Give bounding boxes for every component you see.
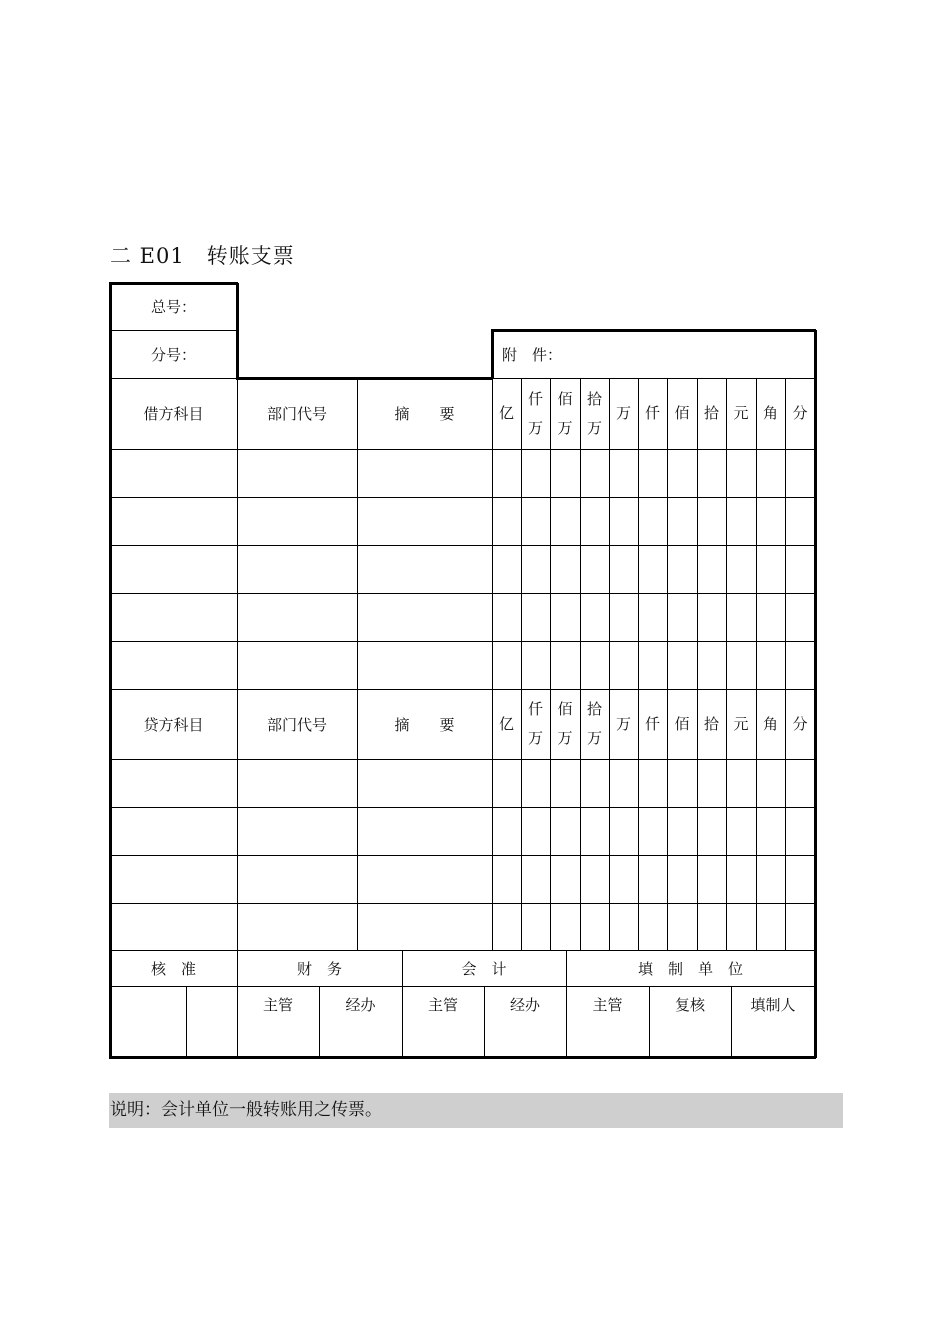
note-text: 说明：会计单位一般转账用之传票。 xyxy=(109,1093,843,1128)
amount-unit-label: 拾 xyxy=(586,700,602,718)
debit-amount-unit-header xyxy=(667,378,697,449)
grid-line xyxy=(638,378,639,951)
grid-line xyxy=(110,545,816,546)
grid-line xyxy=(110,593,816,594)
amount-unit-label: 万 xyxy=(615,714,631,733)
attachment-label: 附 件： xyxy=(502,345,563,364)
grid-line xyxy=(110,759,816,760)
credit-account-header: 贷方科目 xyxy=(143,715,204,734)
grid-line xyxy=(667,378,668,951)
amount-unit-label: 分 xyxy=(792,404,808,422)
document-title xyxy=(110,240,295,270)
grid-line xyxy=(580,378,581,951)
credit-amount-unit-header xyxy=(550,689,580,759)
amount-unit-label: 仟 xyxy=(644,404,660,422)
signature-role-label: 主管 xyxy=(262,996,293,1014)
debit-amount-unit-header xyxy=(550,378,580,449)
signature-role-label: 主管 xyxy=(427,996,458,1014)
credit-amount-unit-header xyxy=(756,689,785,759)
amount-unit-label: 仟 xyxy=(527,389,543,408)
grid-line xyxy=(110,641,816,642)
debit-amount-unit-header xyxy=(785,378,815,449)
debit-dept-code-header: 部门代号 xyxy=(266,405,327,423)
grid-line xyxy=(237,378,238,951)
signature-role-label: 填制人 xyxy=(750,996,796,1014)
amount-unit-label: 角 xyxy=(762,404,778,422)
grid-line xyxy=(492,378,493,951)
total-number-label: 总号： xyxy=(150,298,196,316)
grid-line xyxy=(186,986,187,1058)
debit-amount-unit-header xyxy=(609,378,638,449)
accounting-label: 会 计 xyxy=(461,959,507,978)
debit-amount-unit-header xyxy=(697,378,726,449)
debit-summary-header: 摘 要 xyxy=(394,405,455,423)
finance-label: 财 务 xyxy=(296,959,342,978)
amount-unit-suffix: 万 xyxy=(586,418,602,437)
grid-line xyxy=(110,497,816,498)
credit-amount-unit-header xyxy=(521,689,550,759)
credit-dept-code-header: 部门代号 xyxy=(266,715,327,734)
amount-unit-label: 元 xyxy=(733,404,749,422)
amount-unit-label: 仟 xyxy=(527,700,543,718)
amount-unit-label: 元 xyxy=(733,714,749,733)
credit-amount-unit-header xyxy=(726,689,756,759)
amount-unit-label: 佰 xyxy=(674,404,690,422)
amount-unit-label: 亿 xyxy=(498,404,514,422)
credit-amount-unit-header xyxy=(492,689,521,759)
grid-line xyxy=(110,449,816,450)
grid-line xyxy=(697,378,698,951)
grid-line xyxy=(110,855,816,856)
credit-amount-unit-header xyxy=(638,689,667,759)
credit-amount-unit-header xyxy=(697,689,726,759)
debit-amount-unit-header xyxy=(726,378,756,449)
amount-unit-label: 万 xyxy=(615,404,631,422)
signature-role-label: 经办 xyxy=(345,996,376,1014)
grid-line xyxy=(726,378,727,951)
amount-unit-label: 佰 xyxy=(557,700,573,718)
amount-unit-label: 佰 xyxy=(674,714,690,733)
credit-summary-header: 摘 要 xyxy=(394,715,455,734)
grid-line xyxy=(785,378,786,951)
sub-number-label: 分号： xyxy=(150,345,196,364)
grid-line xyxy=(756,378,757,951)
approve-label: 核 准 xyxy=(150,959,196,978)
grid-line xyxy=(521,378,522,951)
amount-unit-label: 分 xyxy=(792,714,808,733)
credit-amount-unit-header xyxy=(580,689,609,759)
credit-amount-unit-header xyxy=(609,689,638,759)
amount-unit-label: 拾 xyxy=(703,404,719,422)
grid-line xyxy=(110,807,816,808)
grid-line xyxy=(357,378,358,951)
preparing-unit-label: 填 制 单 位 xyxy=(637,959,743,978)
grid-line xyxy=(110,903,816,904)
debit-amount-unit-header xyxy=(756,378,785,449)
credit-amount-unit-header xyxy=(785,689,815,759)
amount-unit-label: 拾 xyxy=(586,389,602,408)
grid-line xyxy=(550,378,551,951)
signature-role-label: 经办 xyxy=(509,996,540,1014)
amount-unit-label: 拾 xyxy=(703,714,719,733)
grid-line xyxy=(609,378,610,951)
signature-role-label: 复核 xyxy=(674,996,705,1014)
signature-role-label: 主管 xyxy=(592,996,623,1014)
amount-unit-suffix: 万 xyxy=(527,418,543,437)
amount-unit-label: 仟 xyxy=(644,714,660,733)
form-title: 转账支票 xyxy=(206,244,295,268)
amount-unit-label: 亿 xyxy=(498,714,514,733)
amount-unit-suffix: 万 xyxy=(557,729,573,747)
debit-account-header: 借方科目 xyxy=(143,405,204,423)
debit-amount-unit-header xyxy=(521,378,550,449)
debit-amount-unit-header xyxy=(492,378,521,449)
amount-unit-suffix: 万 xyxy=(527,729,543,747)
amount-unit-suffix: 万 xyxy=(586,729,602,747)
amount-unit-suffix: 万 xyxy=(557,418,573,437)
credit-amount-unit-header xyxy=(667,689,697,759)
form-code: 二 E01 xyxy=(110,244,185,268)
debit-amount-unit-header xyxy=(638,378,667,449)
amount-unit-label: 角 xyxy=(762,714,778,733)
debit-amount-unit-header xyxy=(580,378,609,449)
amount-unit-label: 佰 xyxy=(557,389,573,408)
